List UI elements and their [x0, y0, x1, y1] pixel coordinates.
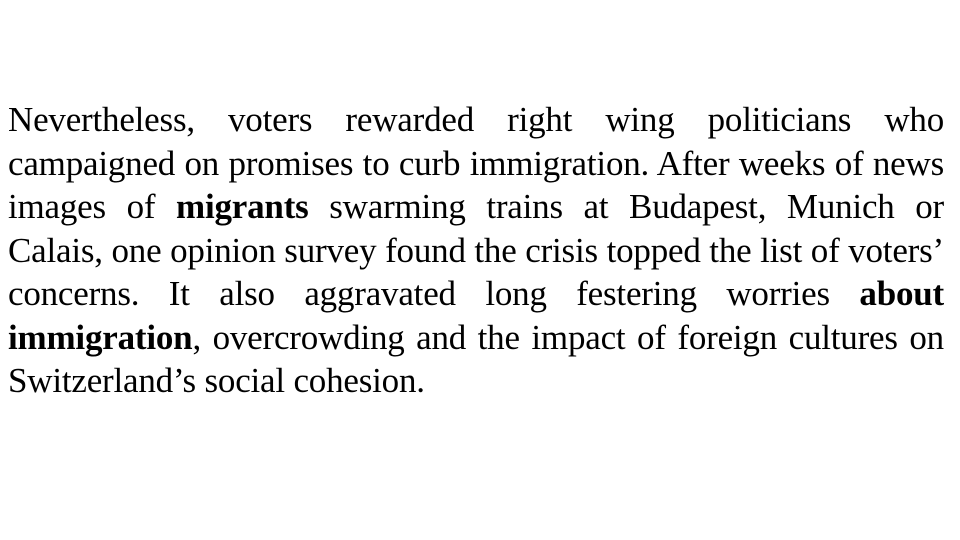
emphasis-migrants: migrants	[176, 187, 309, 226]
paragraph-text-segment-3: , overcrowding and the impact of foreign cultures on Switzerland’s social cohesion.	[8, 317, 944, 400]
body-paragraph	[8, 98, 944, 403]
emphasis-about-immigration: about immigration	[8, 274, 944, 357]
paragraph-text-segment-1: Nevertheless, voters rewarded right wing politicians who campaigned on promises to curb immigration. After weeks of news images of	[8, 100, 944, 226]
paragraph-text-segment-2: swarming trains at Budapest, Munich or Calais, one opinion survey found the crisis topped the list of voters’ concerns. It also aggravated long festering worries	[8, 187, 945, 313]
